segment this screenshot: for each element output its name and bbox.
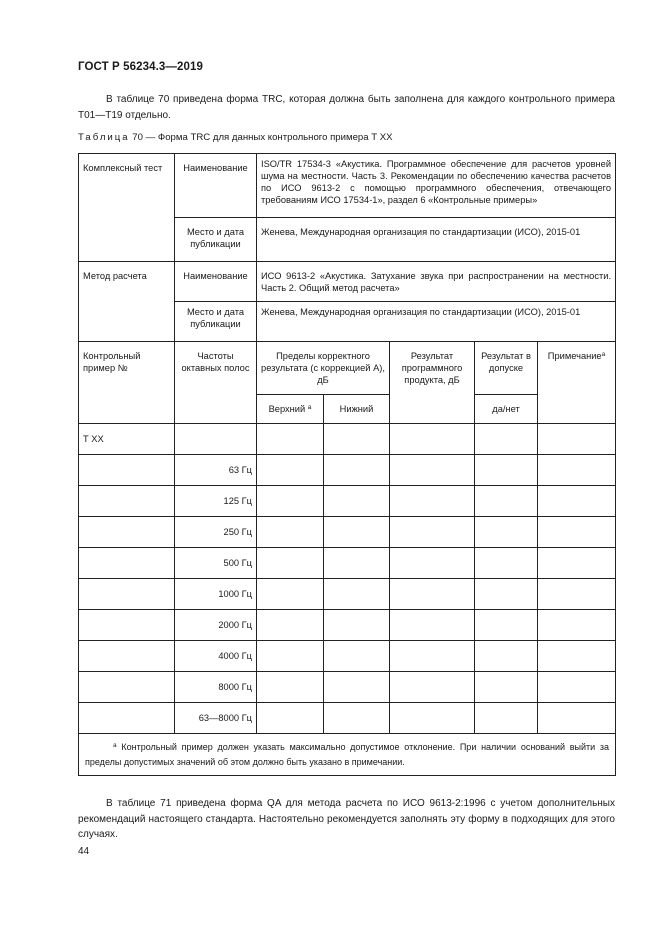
empty-cell (390, 579, 475, 610)
complex-test-label: Комплексный тест (79, 154, 175, 262)
empty-cell (475, 455, 538, 486)
empty-cell (257, 641, 324, 672)
empty-cell (79, 610, 175, 641)
empty-cell (175, 424, 257, 455)
empty-cell (79, 548, 175, 579)
empty-cell (390, 424, 475, 455)
empty-cell (475, 641, 538, 672)
note-label: Примечание (547, 351, 602, 361)
frequency-cell: 1000 Гц (175, 579, 257, 610)
frequency-row (79, 610, 616, 641)
yes-no-header: да/нет (475, 395, 538, 424)
method-place-label: Место и дата публикации (175, 302, 257, 342)
frequency-cell: 2000 Гц (175, 610, 257, 641)
empty-cell (538, 672, 616, 703)
empty-cell (475, 548, 538, 579)
intro-paragraph: В таблице 70 приведена форма TRC, которая должна быть заполнена для каждого контрольного примера Т01—Т19 отдельно. (78, 94, 615, 121)
frequency-row (79, 548, 616, 579)
complex-test-place-label: Место и дата публикации (175, 218, 257, 262)
empty-cell (79, 703, 175, 734)
table-caption (78, 132, 393, 143)
example-row (79, 424, 616, 455)
empty-cell (475, 424, 538, 455)
frequency-header: Частоты октавных полос (175, 342, 257, 424)
empty-cell (475, 579, 538, 610)
upper-footnote-mark: а (307, 404, 312, 411)
frequency-cell: 4000 Гц (175, 641, 257, 672)
empty-cell (538, 455, 616, 486)
frequency-cell: 125 Гц (175, 486, 257, 517)
frequency-row (79, 579, 616, 610)
empty-cell (538, 610, 616, 641)
empty-cell (390, 672, 475, 703)
complex-test-name-label: Наименование (175, 154, 257, 218)
empty-cell (257, 672, 324, 703)
empty-cell (538, 641, 616, 672)
empty-cell (257, 610, 324, 641)
empty-cell (538, 424, 616, 455)
empty-cell (390, 641, 475, 672)
example-id: Т XX (79, 424, 175, 455)
empty-cell (538, 486, 616, 517)
empty-cell (324, 641, 390, 672)
empty-cell (475, 672, 538, 703)
method-name-row (79, 262, 616, 302)
complex-test-name-row (79, 154, 616, 218)
empty-cell (324, 455, 390, 486)
empty-cell (538, 579, 616, 610)
footnote-mark: а (113, 742, 117, 749)
empty-cell (79, 672, 175, 703)
note-header (538, 342, 616, 424)
empty-cell (257, 517, 324, 548)
empty-cell (538, 703, 616, 734)
caption-text: — Форма TRC для данных контрольного примера Т XX (145, 132, 393, 143)
empty-cell (390, 548, 475, 579)
closing-paragraph: В таблице 71 приведена форма QA для метода расчета по ИСО 9613-2:1996 с учетом дополнительных рекомендаций настоящего стандарта. Настоятельно рекомендуется заполнять эту форму в подходящих для этого случаях. (78, 798, 615, 840)
empty-cell (390, 610, 475, 641)
method-place-value: Женева, Международная организация по стандартизации (ИСО), 2015-01 (257, 302, 616, 342)
empty-cell (257, 548, 324, 579)
caption-number: 70 (132, 132, 143, 143)
empty-cell (79, 641, 175, 672)
frequency-cell: 500 Гц (175, 548, 257, 579)
frequency-cell: 8000 Гц (175, 672, 257, 703)
empty-cell (257, 424, 324, 455)
page-number: 44 (78, 846, 90, 857)
empty-cell (257, 455, 324, 486)
method-name-label: Наименование (175, 262, 257, 302)
empty-cell (257, 486, 324, 517)
empty-cell (79, 517, 175, 548)
complex-test-place-value: Женева, Международная организация по стандартизации (ИСО), 2015-01 (257, 218, 616, 262)
empty-cell (324, 517, 390, 548)
method-label: Метод расчета (79, 262, 175, 342)
caption-label: Таблица (78, 132, 130, 143)
empty-cell (390, 486, 475, 517)
results-header-row (79, 342, 616, 395)
frequency-cell: 63—8000 Гц (175, 703, 257, 734)
empty-cell (324, 703, 390, 734)
lower-limit-header: Нижний (324, 395, 390, 424)
note-footnote-mark: а (601, 351, 606, 358)
frequency-row (79, 486, 616, 517)
upper-limit-label: Верхний (268, 404, 306, 414)
frequency-row (79, 455, 616, 486)
empty-cell (324, 548, 390, 579)
empty-cell (390, 703, 475, 734)
document-header: ГОСТ Р 56234.3—2019 (78, 61, 203, 73)
empty-cell (538, 548, 616, 579)
empty-cell (79, 579, 175, 610)
empty-cell (324, 486, 390, 517)
empty-cell (390, 455, 475, 486)
frequency-row (79, 672, 616, 703)
empty-cell (324, 579, 390, 610)
empty-cell (79, 455, 175, 486)
empty-cell (475, 517, 538, 548)
footnote-row (79, 734, 616, 776)
table-footnote (79, 734, 616, 776)
frequency-cell: 63 Гц (175, 455, 257, 486)
empty-cell (257, 703, 324, 734)
frequency-cell: 250 Гц (175, 517, 257, 548)
empty-cell (475, 610, 538, 641)
limits-header: Пределы корректного результата (с коррекцией А), дБ (257, 342, 390, 395)
tolerance-header: Результат в допуске (475, 342, 538, 395)
empty-cell (324, 424, 390, 455)
empty-cell (324, 610, 390, 641)
complex-test-name-value: ISO/TR 17534-3 «Акустика. Программное обеспечение для расчетов уровней шума на местности. Часть 3. Рекомендации по обеспечению качества расчетов по ИСО 9613-2 с помощью программного обеспечения, отвечающего требованиям ИСО 17534-1», раздел 6 «Контрольные примеры» (257, 154, 616, 218)
software-result-header: Результат программного продукта, дБ (390, 342, 475, 424)
empty-cell (538, 517, 616, 548)
trc-form-table (78, 153, 616, 776)
empty-cell (475, 486, 538, 517)
empty-cell (475, 703, 538, 734)
empty-cell (79, 486, 175, 517)
frequency-row (79, 641, 616, 672)
example-header: Контрольный пример № (79, 342, 175, 424)
method-name-value: ИСО 9613-2 «Акустика. Затухание звука при распространении на местности. Часть 2. Общий метод расчета» (257, 262, 616, 302)
upper-limit-header (257, 395, 324, 424)
footnote-text: Контрольный пример должен указать максимально допустимое отклонение. При наличии оснований выйти за пределы допустимых значений об этом должно быть указано в примечании. (85, 742, 610, 767)
empty-cell (324, 672, 390, 703)
empty-cell (257, 579, 324, 610)
empty-cell (390, 517, 475, 548)
frequency-row (79, 517, 616, 548)
frequency-row (79, 703, 616, 734)
